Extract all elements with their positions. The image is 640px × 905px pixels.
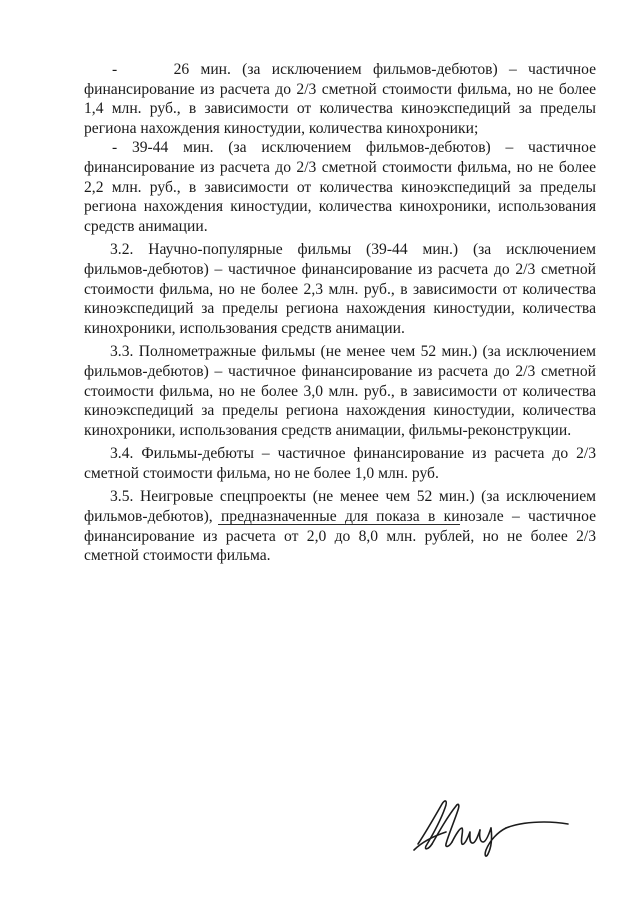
paragraph-3-4-debut-films: 3.4. Фильмы-дебюты – частичное финансирование из расчета до 2/3 сметной стоимости фильма, но не более 1,0 млн. руб. <box>84 445 596 482</box>
handwritten-signature-icon <box>412 792 572 862</box>
document-body <box>84 60 596 566</box>
paragraph-39-44-min: - 39-44 мин. (за исключением фильмов-дебютов) – частичное финансирование из расчета до 2/3 сметной стоимости фильма, но не более 2,2 млн. руб., в зависимости от количества киноэкспедиций за пределы региона нахождения киностудии, количества кинохроники, использования средств анимации. <box>84 139 596 235</box>
paragraph-3-2-popular-science-films: 3.2. Научно-популярные фильмы (39-44 мин.) (за исключением фильмов-дебютов) – частичное финансирование из расчета до 2/3 сметной стоимости фильма, но не более 2,3 млн. руб., в зависимости от количества киноэкспедиций за пределы региона нахождения киностудии, количества кинохроники, использования средств анимации. <box>84 241 596 337</box>
paragraph-3-3-full-length-films: 3.3. Полнометражные фильмы (не менее чем 52 мин.) (за исключением фильмов-дебютов) – частичное финансирование из расчета до 2/3 сметной стоимости фильма, но не более 3,0 млн. руб., в зависимости от количества киноэкспедиций за пределы региона нахождения киностудии, количества кинохроники, использования средств анимации, фильмы-реконструкции. <box>84 343 596 439</box>
paragraph-3-5-special-projects: 3.5. Неигровые спецпроекты (не менее чем 52 мин.) (за исключением фильмов-дебютов), предназначенные для показа в кинозале – частичное финансирование из расчета от 2,0 до 8,0 млн. рублей, но не более 2/3 сметной стоимости фильма. <box>84 488 596 565</box>
end-of-text-divider <box>218 524 460 525</box>
paragraph-26-min: - 26 мин. (за исключением фильмов-дебютов) – частичное финансирование из расчета до 2/3 сметной стоимости фильма, но не более 1,4 млн. руб., в зависимости от количества киноэкспедиций за пределы региона нахождения киностудии, количества кинохроники; <box>84 61 596 137</box>
